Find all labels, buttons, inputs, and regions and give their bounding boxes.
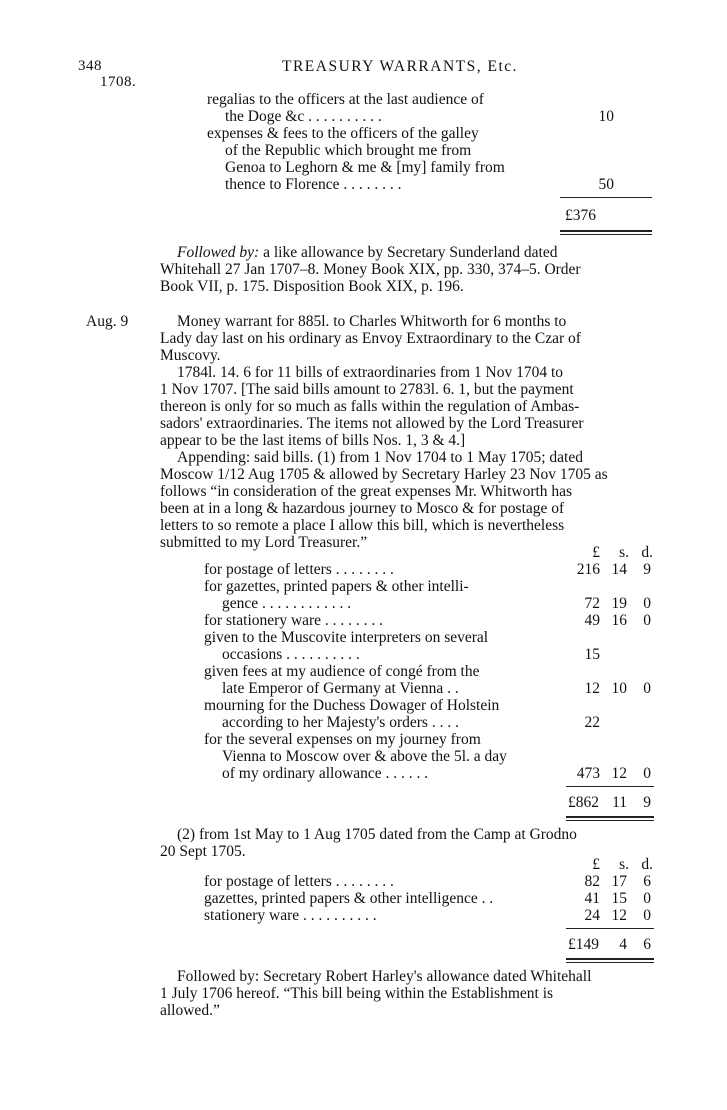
entry-p3-line1: Appending: said bills. (1) from 1 Nov 1704 to 1 May 1705; dated xyxy=(177,449,583,466)
followed1-line3: Book VII, p. 175. Disposition Book XIX, p. 196. xyxy=(160,278,464,295)
entry-p2-line3: thereon is only for so much as falls within the regulation of Ambas- xyxy=(160,398,580,415)
entry-p2-line5: appear to be the last items of bills Nos. 1, 3 & 4.] xyxy=(160,432,466,449)
bill1-item1-l: 216 xyxy=(576,561,600,578)
bill2-head-pence: d. xyxy=(641,856,653,873)
bill1-total-d: 9 xyxy=(643,794,651,811)
bill2-head-pounds: £ xyxy=(592,856,600,873)
bill1-item2-line2: gence . . . . . . . . . . . . xyxy=(222,595,352,612)
bill1-item5-s: 10 xyxy=(611,680,627,697)
followed2-line1: Followed by: Secretary Robert Harley's allowance dated Whitehall xyxy=(177,968,592,985)
item-galley-line3: Genoa to Leghorn & me & [my] family from xyxy=(225,159,505,176)
item-regalias-line1: regalias to the officers at the last audience of xyxy=(207,91,484,108)
entry-p3-line2: Moscow 1/12 Aug 1705 & allowed by Secretary Harley 23 Nov 1705 as xyxy=(160,466,608,483)
top-total: £376 xyxy=(565,207,596,224)
bill2-item1: for postage of letters . . . . . . . . xyxy=(204,873,394,890)
followed1-line2: Whitehall 27 Jan 1707–8. Money Book XIX, pp. 330, 374–5. Order xyxy=(160,261,581,278)
entry-p2-line2: 1 Nov 1707. [The said bills amount to 2783l. 6. 1, but the payment xyxy=(160,381,574,398)
bill2-item3-s: 12 xyxy=(611,907,627,924)
entry-p3-line5: letters to so remote a place I allow this bill, which is nevertheless xyxy=(160,517,565,534)
bill1-item7-s: 12 xyxy=(611,765,627,782)
bill1-item3-s: 16 xyxy=(611,612,627,629)
bill1-rule xyxy=(566,786,654,787)
bill1-item1-s: 14 xyxy=(611,561,627,578)
entry-p1-line1: Money warrant for 885l. to Charles Whitworth for 6 months to xyxy=(177,313,567,330)
entry-p3-line6: submitted to my Lord Treasurer.” xyxy=(160,534,368,551)
item-galley-amount: 50 xyxy=(598,176,614,193)
item-galley-line4: thence to Florence . . . . . . . . xyxy=(225,176,402,193)
bill1-item2-l: 72 xyxy=(584,595,600,612)
bill2-item1-s: 17 xyxy=(611,873,627,890)
bill1-item3-d: 0 xyxy=(643,612,651,629)
bill1-item7-line1: for the several expenses on my journey from xyxy=(204,731,481,748)
top-total-rule2 xyxy=(560,234,652,235)
bill2-item2: gazettes, printed papers & other intelligence . . xyxy=(204,890,494,907)
item-regalias-amount: 10 xyxy=(598,108,614,125)
bill1-item7-l: 473 xyxy=(576,765,600,782)
bill2-total-l: £149 xyxy=(568,936,599,953)
item-galley-line2: of the Republic which brought me from xyxy=(225,142,472,159)
followed1-lead: Followed by: xyxy=(177,244,260,261)
bill1-item5-l: 12 xyxy=(584,680,600,697)
bill1-item7-line2: Vienna to Moscow over & above the 5l. a day xyxy=(222,748,507,765)
bill2-item3-l: 24 xyxy=(584,907,600,924)
entry-date: Aug. 9 xyxy=(86,313,129,330)
bill1-item5-d: 0 xyxy=(643,680,651,697)
top-rule xyxy=(560,197,652,198)
bill1-item6-l: 22 xyxy=(584,714,600,731)
entry-p1-line3: Muscovy. xyxy=(160,347,221,364)
entry-p3-line4: been at in a long & hazardous journey to Mosco & for postage of xyxy=(160,500,565,517)
entry-p2-line1: 1784l. 14. 6 for 11 bills of extraordinaries from 1 Nov 1704 to xyxy=(177,364,564,381)
bill2-total-rule xyxy=(566,958,654,960)
entry-p1-line2: Lady day last on his ordinary as Envoy Extraordinary to the Czar of xyxy=(160,330,581,347)
bill1-item4-l: 15 xyxy=(584,646,600,663)
bill1-total-rule2 xyxy=(566,820,654,821)
entry-p2-line4: sadors' extraordinaries. The items not allowed by the Lord Treasurer xyxy=(160,415,584,432)
bill2-total-rule2 xyxy=(566,962,654,963)
bill2-total-d: 6 xyxy=(643,936,651,953)
bill1-item2-line1: for gazettes, printed papers & other intelli- xyxy=(204,578,469,595)
bill1-item3-l: 49 xyxy=(584,612,600,629)
bill1-total-l: £862 xyxy=(568,794,599,811)
bill1-item4-line1: given to the Muscovite interpreters on several xyxy=(204,629,489,646)
bill1-item2-d: 0 xyxy=(643,595,651,612)
bill1-item1-d: 9 xyxy=(643,561,651,578)
entry-p3-line3: follows “in consideration of the great expenses Mr. Whitworth has xyxy=(160,483,573,500)
head-pence: d. xyxy=(641,544,653,561)
bill2-intro-line2: 20 Sept 1705. xyxy=(160,843,246,860)
bill2-intro-line1: (2) from 1st May to 1 Aug 1705 dated from the Camp at Grodno xyxy=(177,826,577,843)
bill1-item7-line3: of my ordinary allowance . . . . . . xyxy=(222,765,429,782)
bill1-total-s: 11 xyxy=(612,794,627,811)
followed2-line3: allowed.” xyxy=(160,1002,220,1019)
followed1-line1 xyxy=(177,244,557,261)
running-title: TREASURY WARRANTS, Etc. xyxy=(282,58,519,75)
followed2-line2: 1 July 1706 hereof. “This bill being within the Establishment is xyxy=(160,985,554,1002)
bill2-item3: stationery ware . . . . . . . . . . xyxy=(204,907,377,924)
bill2-item1-l: 82 xyxy=(584,873,600,890)
bill2-total-s: 4 xyxy=(619,936,627,953)
bill2-rule xyxy=(566,928,654,929)
bill2-item2-l: 41 xyxy=(584,890,600,907)
bill2-item3-d: 0 xyxy=(643,907,651,924)
bill2-item2-d: 0 xyxy=(643,890,651,907)
bill1-item7-d: 0 xyxy=(643,765,651,782)
bill2-item2-s: 15 xyxy=(611,890,627,907)
bill1-item5-line2: late Emperor of Germany at Vienna . . xyxy=(222,680,459,697)
bill1-item1: for postage of letters . . . . . . . . xyxy=(204,561,394,578)
page-number: 348 xyxy=(78,58,102,74)
bill1-item6-line2: according to her Majesty's orders . . . . xyxy=(222,714,459,731)
followed1-text1: a like allowance by Secretary Sunderland dated xyxy=(259,244,558,261)
top-total-rule xyxy=(560,230,652,232)
bill1-item3: for stationery ware . . . . . . . . xyxy=(204,612,384,629)
bill1-item6-line1: mourning for the Duchess Dowager of Holstein xyxy=(204,697,500,714)
year-label: 1708. xyxy=(100,74,137,90)
bill1-total-rule xyxy=(566,816,654,818)
bill2-item1-d: 6 xyxy=(643,873,651,890)
bill2-head-shillings: s. xyxy=(619,856,629,873)
bill1-item4-line2: occasions . . . . . . . . . . xyxy=(222,646,360,663)
bill1-item5-line1: given fees at my audience of congé from the xyxy=(204,663,480,680)
head-pounds: £ xyxy=(592,544,600,561)
head-shillings: s. xyxy=(619,544,629,561)
item-galley-line1: expenses & fees to the officers of the galley xyxy=(207,125,479,142)
item-regalias-line2: the Doge &c . . . . . . . . . . xyxy=(225,108,382,125)
bill1-item2-s: 19 xyxy=(611,595,627,612)
